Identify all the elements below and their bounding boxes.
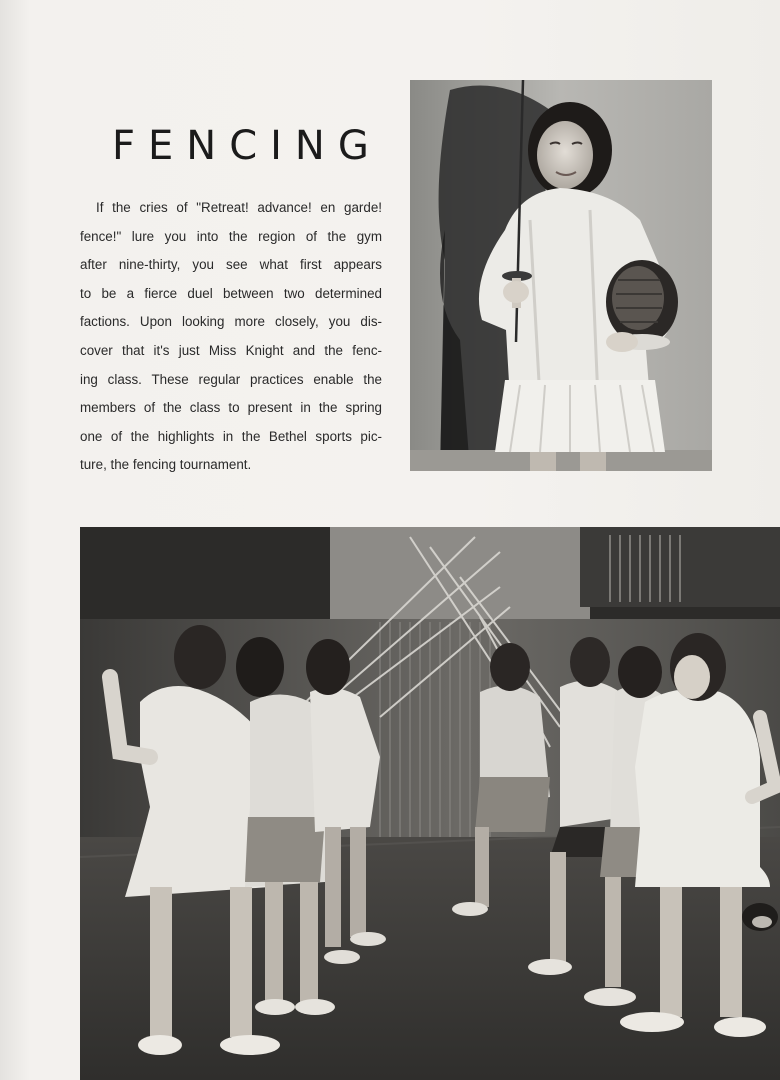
body-paragraph [80,194,382,480]
paragraph-line: after nine-thirty, you see what first appears [80,257,382,273]
paragraph-line: fence!" lure you into the region of the gym [80,228,382,244]
paragraph-line: members of the class to present in the spring [80,400,382,416]
paragraph-line: ing class. These regular practices enable the [80,371,382,387]
paragraph-line: one of the highlights in the Bethel sports pic- [80,428,382,444]
portrait-illustration [410,80,712,471]
paragraph-line: cover that it's just Miss Knight and the fenc- [80,342,382,358]
page-title: FENCING [112,123,382,169]
fencing-class-photo [80,527,780,1080]
paragraph-line: ture, the fencing tournament. [80,457,252,473]
instructor-portrait-photo [410,80,712,471]
paragraph-line: If the cries of "Retreat! advance! en garde! [96,200,382,215]
paragraph-line: to be a fierce duel between two determined [80,285,382,301]
paragraph-line: factions. Upon looking more closely, you dis- [80,314,382,330]
group-illustration [80,527,780,1080]
